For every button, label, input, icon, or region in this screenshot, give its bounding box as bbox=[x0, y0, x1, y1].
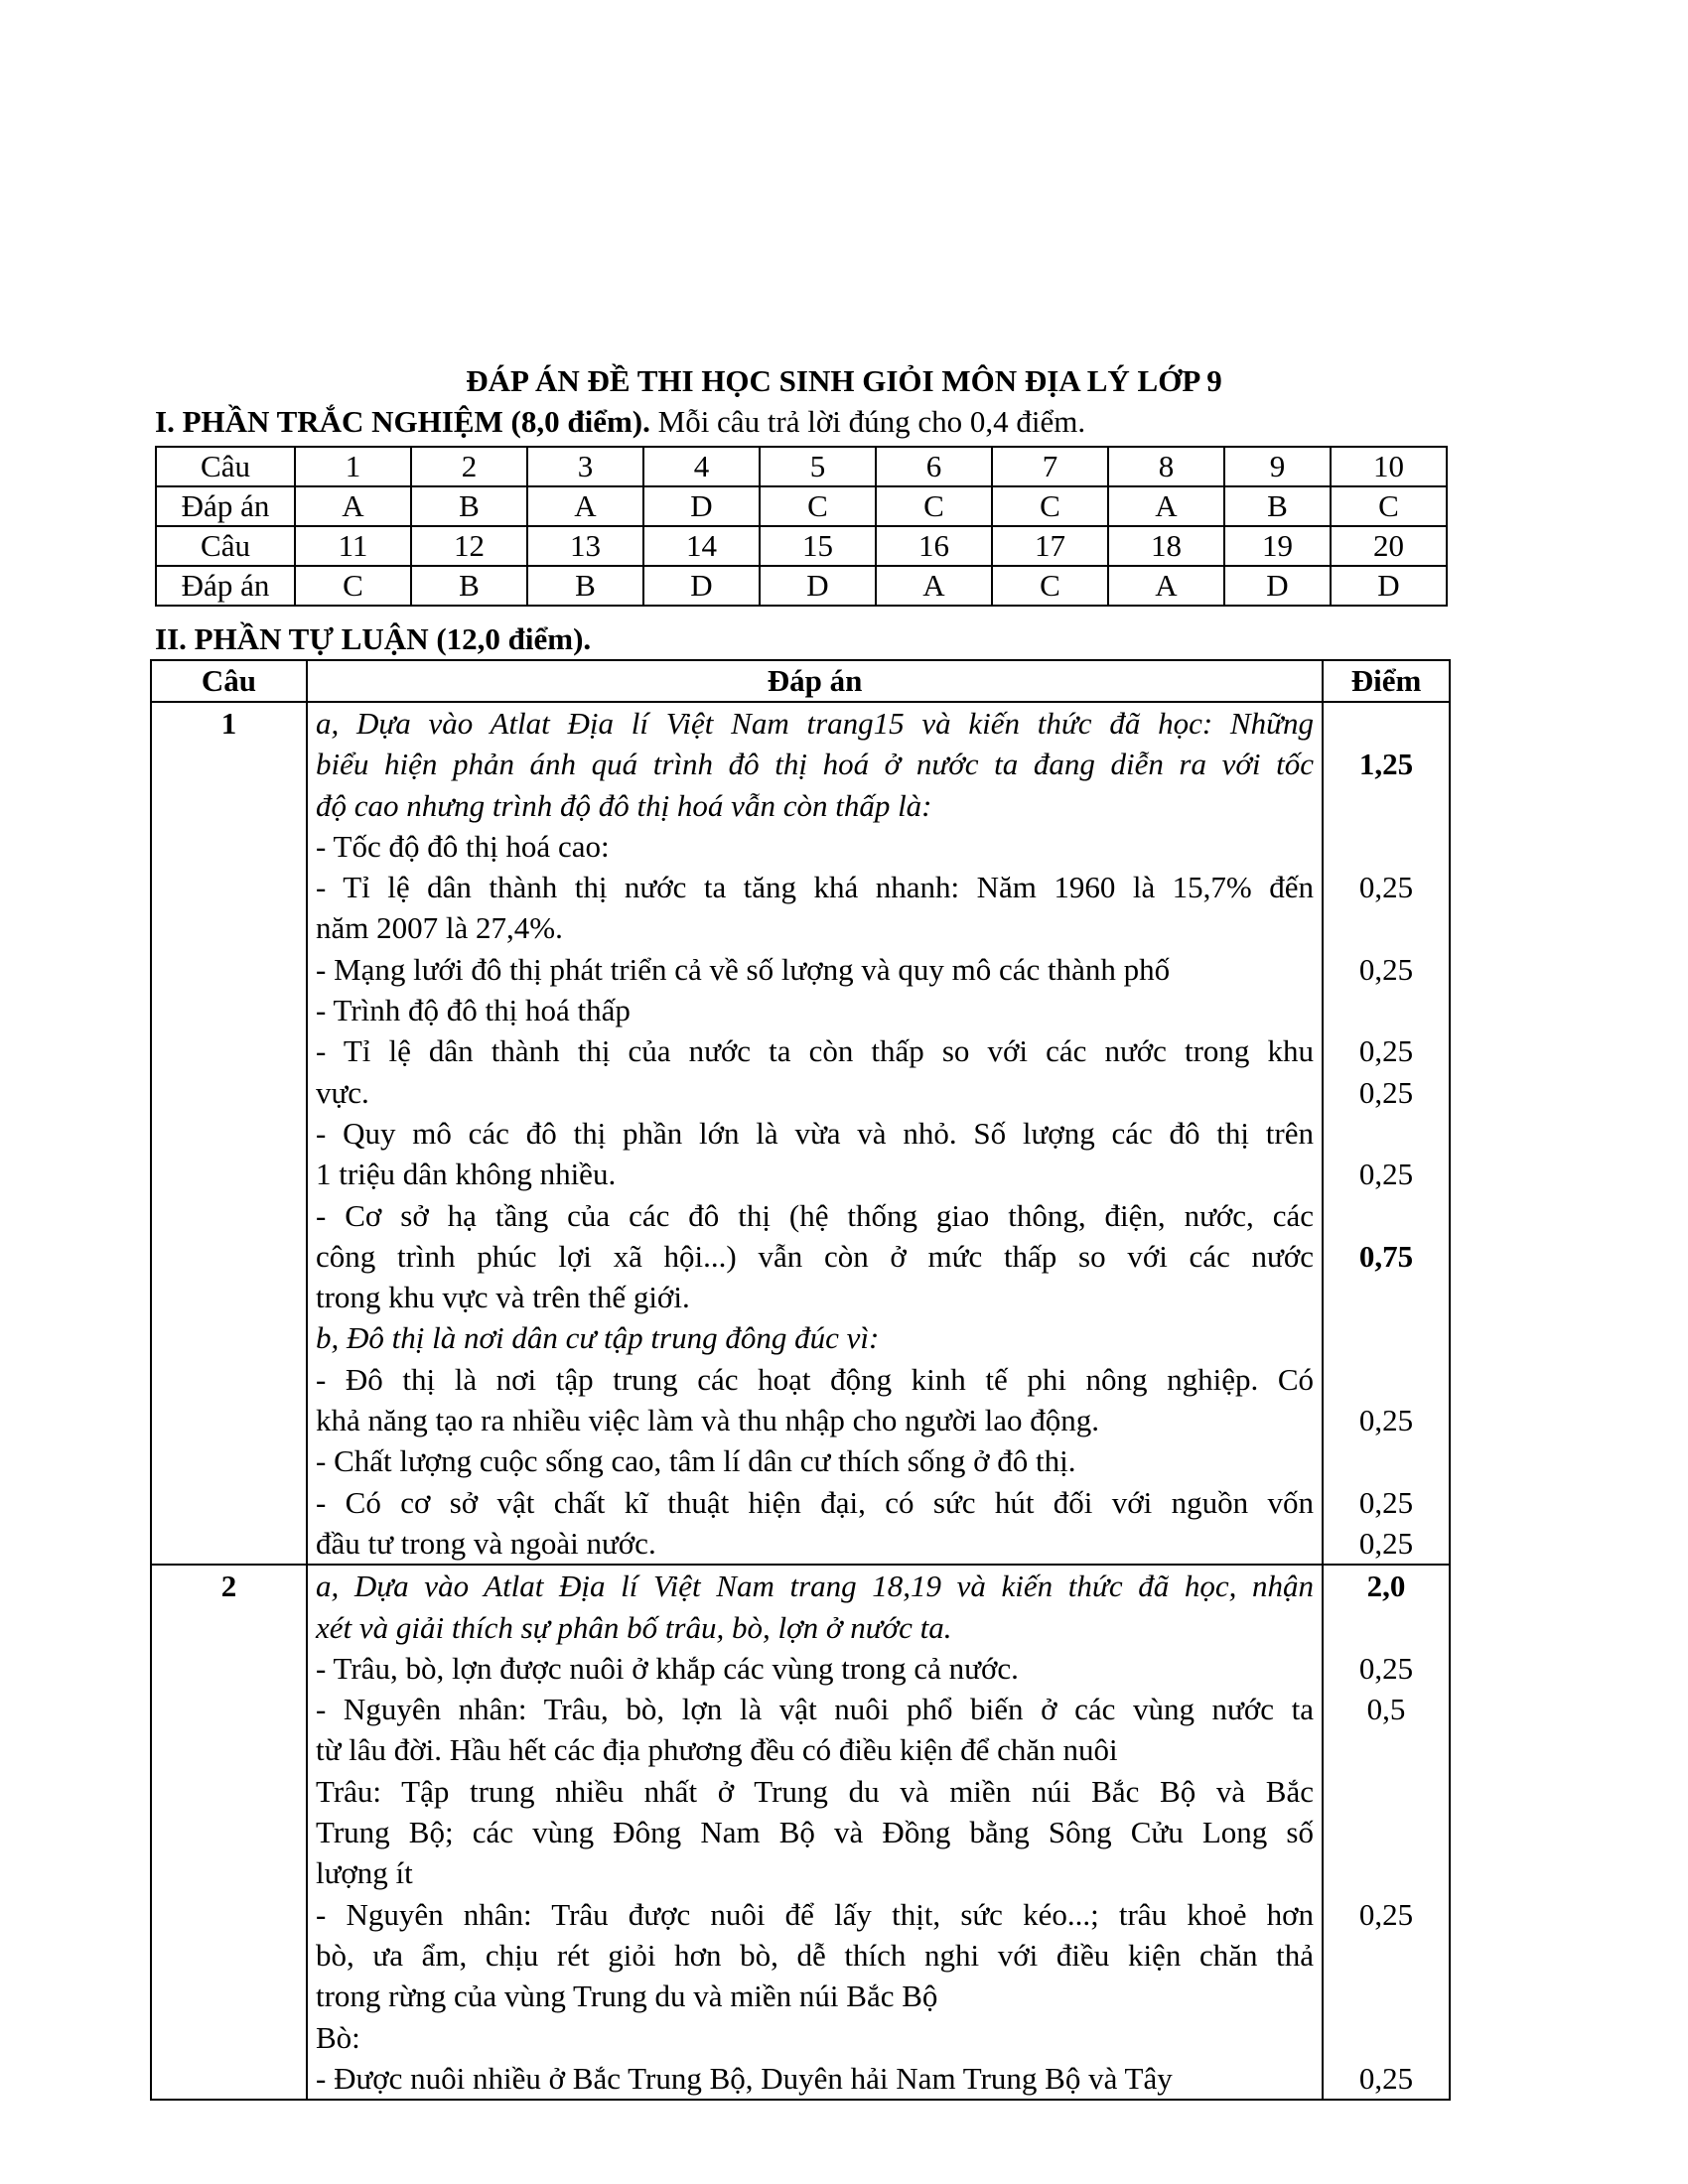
score-value: 0,75 bbox=[1358, 1238, 1414, 1274]
answer-line: - Chất lượng cuộc sống cao, tâm lí dân cư thích sống ở đô thị. bbox=[316, 1443, 1076, 1479]
table-row bbox=[156, 486, 1447, 526]
part1-heading bbox=[155, 402, 1085, 442]
answer-line: - Trâu, bò, lợn được nuôi ở khắp các vùng trong cả nước. bbox=[316, 1650, 1019, 1686]
answer-line: Bò: bbox=[316, 2019, 360, 2055]
score-value bbox=[1324, 990, 1449, 1030]
part1-title: I. PHẦN TRẮC NGHIỆM (8,0 điểm). bbox=[155, 404, 650, 439]
score-value: 0,25 bbox=[1358, 1896, 1414, 1932]
score-value bbox=[1324, 2017, 1449, 2058]
header-answer: Đáp án bbox=[307, 660, 1323, 702]
table-row bbox=[156, 526, 1447, 566]
table-cell: D bbox=[643, 566, 760, 606]
score-value: 0,25 bbox=[1358, 1650, 1414, 1686]
answer-cell bbox=[307, 702, 1323, 1565]
table-cell: 10 bbox=[1331, 447, 1447, 486]
score-value: 1,25 bbox=[1358, 747, 1414, 782]
score-value: 0,25 bbox=[1358, 1403, 1414, 1438]
table-cell: A bbox=[295, 486, 411, 526]
essay-answer-table bbox=[150, 659, 1451, 2101]
score-value: 0,25 bbox=[1358, 1484, 1414, 1520]
table-cell: B bbox=[411, 486, 527, 526]
score-value bbox=[1324, 826, 1449, 867]
score-cell bbox=[1323, 1565, 1450, 2100]
answer-line: công trình phúc lợi xã hội...) vẫn còn ở mức thấp so với các nước bbox=[316, 1238, 1314, 1274]
table-cell: 7 bbox=[992, 447, 1108, 486]
answer-line: năm 2007 là 27,4%. bbox=[316, 910, 563, 946]
table-cell: 3 bbox=[527, 447, 643, 486]
answer-line: - Quy mô các đô thị phần lớn là vừa và nhỏ. Số lượng các đô thị trên bbox=[316, 1115, 1314, 1151]
answer-line: - Mạng lưới đô thị phát triển cả về số lượng và quy mô các thành phố bbox=[316, 951, 1171, 987]
score-value: 0,25 bbox=[1358, 951, 1414, 987]
table-row bbox=[151, 1565, 1450, 2100]
table-cell: B bbox=[1224, 486, 1331, 526]
table-cell: 15 bbox=[760, 526, 876, 566]
score-value bbox=[1324, 1771, 1449, 1812]
multiple-choice-answer-table bbox=[155, 446, 1448, 607]
table-cell: D bbox=[760, 566, 876, 606]
table-cell: 4 bbox=[643, 447, 760, 486]
answer-line: - Cơ sở hạ tầng của các đô thị (hệ thống giao thông, điện, nước, các bbox=[316, 1197, 1314, 1233]
answer-line: 1 triệu dân không nhiều. bbox=[316, 1157, 617, 1192]
table-cell: A bbox=[1108, 486, 1224, 526]
part2-heading: II. PHẦN TỰ LUẬN (12,0 điểm). bbox=[155, 621, 592, 656]
row-label: Câu bbox=[156, 526, 295, 566]
table-cell: 19 bbox=[1224, 526, 1331, 566]
answer-line: đầu tư trong và ngoài nước. bbox=[316, 1525, 656, 1561]
answer-line: - Trình độ đô thị hoá thấp bbox=[316, 993, 631, 1028]
answer-line: từ lâu đời. Hầu hết các địa phương đều có điều kiện để chăn nuôi bbox=[316, 1732, 1118, 1768]
answer-line: - Có cơ sở vật chất kĩ thuật hiện đại, có sức hút đối với nguồn vốn bbox=[316, 1484, 1314, 1520]
score-value: 2,0 bbox=[1366, 1569, 1406, 1604]
table-cell: 6 bbox=[876, 447, 992, 486]
score-value bbox=[1324, 1812, 1449, 1852]
table-cell: C bbox=[876, 486, 992, 526]
table-cell: D bbox=[643, 486, 760, 526]
table-cell: A bbox=[876, 566, 992, 606]
answer-line: - Đô thị là nơi tập trung các hoạt động kinh tế phi nông nghiệp. Có bbox=[316, 1361, 1314, 1397]
row-label: Đáp án bbox=[156, 486, 295, 526]
score-value: 0,25 bbox=[1358, 870, 1414, 905]
answer-line: bò, ưa ẩm, chịu rét giỏi hơn bò, dễ thích nghi với điều kiện chăn thả bbox=[316, 1937, 1314, 1973]
table-cell: 8 bbox=[1108, 447, 1224, 486]
table-row bbox=[156, 566, 1447, 606]
answer-line: - Nguyên nhân: Trâu được nuôi để lấy thịt, sức kéo...; trâu khoẻ hơn bbox=[316, 1896, 1314, 1932]
header-score: Điểm bbox=[1323, 660, 1450, 702]
row-label: Đáp án bbox=[156, 566, 295, 606]
table-cell: 12 bbox=[411, 526, 527, 566]
score-value bbox=[1324, 1440, 1449, 1481]
answer-line: a, Dựa vào Atlat Địa lí Việt Nam trang15 và kiến thức đã học: Những bbox=[316, 706, 1314, 741]
answer-line: b, Đô thị là nơi dân cư tập trung đông đúc vì: bbox=[316, 1320, 880, 1356]
score-value bbox=[1324, 1729, 1449, 1770]
score-cell bbox=[1323, 702, 1450, 1565]
table-cell: C bbox=[992, 566, 1108, 606]
header-question: Câu bbox=[151, 660, 307, 702]
answer-line: trong rừng của vùng Trung du và miền núi Bắc Bộ bbox=[316, 1979, 938, 2014]
question-number: 1 bbox=[151, 702, 307, 1565]
answer-line: độ cao nhưng trình độ đô thị hoá vẫn còn thấp là: bbox=[316, 787, 932, 823]
answer-line: khả năng tạo ra nhiều việc làm và thu nhập cho người lao động. bbox=[316, 1403, 1100, 1438]
answer-cell bbox=[307, 1565, 1323, 2100]
table-cell: B bbox=[411, 566, 527, 606]
table-cell: C bbox=[992, 486, 1108, 526]
score-value bbox=[1324, 1976, 1449, 2016]
table-cell: B bbox=[527, 566, 643, 606]
answer-line: - Tốc độ đô thị hoá cao: bbox=[316, 828, 610, 864]
answer-line: - Nguyên nhân: Trâu, bò, lợn là vật nuôi phổ biến ở các vùng nước ta bbox=[316, 1692, 1314, 1727]
table-cell: 1 bbox=[295, 447, 411, 486]
score-value bbox=[1324, 907, 1449, 948]
score-value: 0,25 bbox=[1358, 1074, 1414, 1110]
row-label: Câu bbox=[156, 447, 295, 486]
answer-line: trong khu vực và trên thế giới. bbox=[316, 1280, 690, 1315]
answer-line: Trung Bộ; các vùng Đông Nam Bộ và Đồng bằng Sông Cửu Long số bbox=[316, 1815, 1314, 1850]
table-cell: A bbox=[1108, 566, 1224, 606]
part1-note: Mỗi câu trả lời đúng cho 0,4 điểm. bbox=[649, 404, 1086, 439]
score-value: 0,25 bbox=[1358, 1157, 1414, 1192]
table-cell: 18 bbox=[1108, 526, 1224, 566]
table-cell: C bbox=[760, 486, 876, 526]
score-value bbox=[1324, 1317, 1449, 1358]
answer-line: biểu hiện phản ánh quá trình đô thị hoá ở nước ta đang diễn ra với tốc bbox=[316, 747, 1314, 782]
table-cell: A bbox=[527, 486, 643, 526]
document-title: ĐÁP ÁN ĐỀ THI HỌC SINH GIỎI MÔN ĐỊA LÝ LỚP 9 bbox=[466, 363, 1222, 398]
score-value: 0,25 bbox=[1358, 2060, 1414, 2096]
question-number: 2 bbox=[151, 1565, 307, 2100]
answer-line: vực. bbox=[316, 1074, 369, 1110]
score-value: 0,5 bbox=[1366, 1692, 1406, 1727]
answer-line: - Tỉ lệ dân thành thị của nước ta còn thấp so với các nước trong khu bbox=[316, 1033, 1314, 1069]
score-value bbox=[1324, 1113, 1449, 1154]
score-value: 0,25 bbox=[1358, 1033, 1414, 1069]
table-cell: 16 bbox=[876, 526, 992, 566]
answer-line: Trâu: Tập trung nhiều nhất ở Trung du và miền núi Bắc Bộ và Bắc bbox=[316, 1773, 1314, 1809]
score-value bbox=[1324, 1935, 1449, 1976]
table-cell: 14 bbox=[643, 526, 760, 566]
score-value: 0,25 bbox=[1358, 1525, 1414, 1561]
score-value bbox=[1324, 1359, 1449, 1400]
table-cell: 13 bbox=[527, 526, 643, 566]
table-cell: D bbox=[1331, 566, 1447, 606]
score-value bbox=[1324, 703, 1449, 744]
table-cell: 11 bbox=[295, 526, 411, 566]
table-cell: 20 bbox=[1331, 526, 1447, 566]
answer-line: - Được nuôi nhiều ở Bắc Trung Bộ, Duyên hải Nam Trung Bộ và Tây bbox=[316, 2060, 1173, 2096]
table-cell: 2 bbox=[411, 447, 527, 486]
table-cell: C bbox=[295, 566, 411, 606]
table-cell: 9 bbox=[1224, 447, 1331, 486]
score-value bbox=[1324, 1195, 1449, 1236]
table-header-row bbox=[151, 660, 1450, 702]
table-row bbox=[156, 447, 1447, 486]
answer-line: - Tỉ lệ dân thành thị nước ta tăng khá nhanh: Năm 1960 là 15,7% đến bbox=[316, 870, 1314, 905]
table-cell: 17 bbox=[992, 526, 1108, 566]
table-row bbox=[151, 702, 1450, 1565]
answer-line: lượng ít bbox=[316, 1855, 413, 1891]
score-value bbox=[1324, 1852, 1449, 1893]
table-cell: C bbox=[1331, 486, 1447, 526]
table-cell: D bbox=[1224, 566, 1331, 606]
score-value bbox=[1324, 1277, 1449, 1317]
table-cell: 5 bbox=[760, 447, 876, 486]
answer-line: xét và giải thích sự phân bố trâu, bò, lợn ở nước ta. bbox=[316, 1609, 952, 1645]
answer-line: a, Dựa vào Atlat Địa lí Việt Nam trang 18,19 và kiến thức đã học, nhận bbox=[316, 1569, 1314, 1604]
score-value bbox=[1324, 785, 1449, 826]
score-value bbox=[1324, 1607, 1449, 1648]
